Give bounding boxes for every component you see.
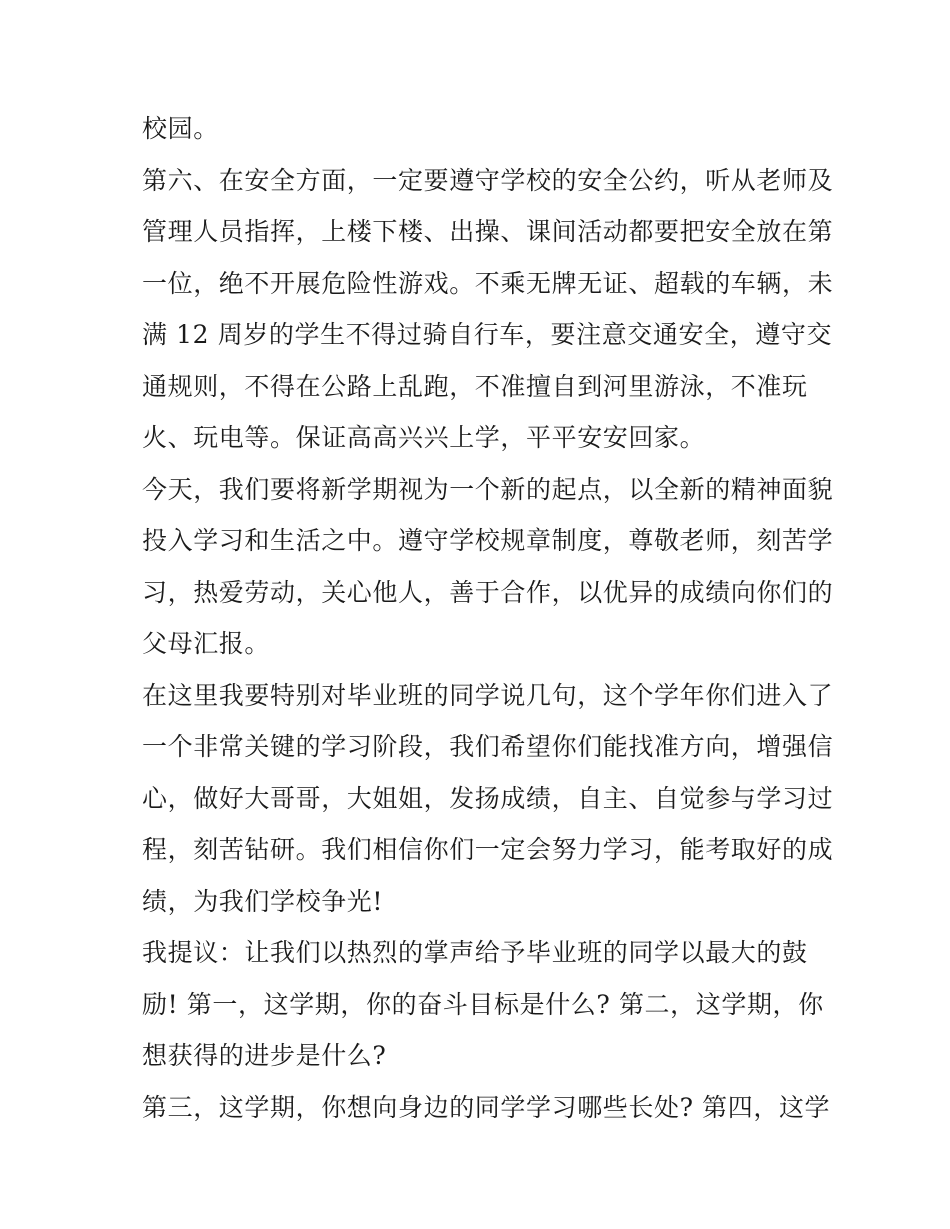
text-line: 父母汇报。 [142,629,271,658]
text-line: 一位，绝不开展危险性游戏。不乘无牌无证、超载的车辆，未 [142,268,834,298]
text-line: 通规则，不得在公路上乱跑，不准擅自到河里游泳，不准玩 [142,371,808,401]
text-line: 今天，我们要将新学期视为一个新的起点，以全新的精神面貌 [142,474,834,504]
text-line: 校园。 [142,114,219,143]
text-line: 一个非常关键的学习阶段，我们希望你们能找准方向，增强信 [142,732,834,761]
text-line: 想获得的进步是什么? [142,1041,387,1070]
text-line: 火、玩电等。保证高高兴兴上学，平平安安回家。 [142,423,706,452]
text-line: 习，热爱劳动，关心他人，善于合作，以优异的成绩向你们的 [142,577,834,607]
body-text [142,103,834,1133]
text-line: 在这里我要特别对毕业班的同学说几句，这个学年你们进入了 [142,680,834,710]
text-line: 我提议：让我们以热烈的掌声给予毕业班的同学以最大的鼓 [142,938,808,967]
text-line: 心，做好大哥哥，大姐姐，发扬成绩，自主、自觉参与学习过 [142,783,834,813]
text-line: 绩，为我们学校争光! [142,886,384,916]
text-line: 投入学习和生活之中。遵守学校规章制度，尊敬老师，刻苦学 [142,526,834,555]
text-line: 第三，这学期，你想向身边的同学学习哪些长处? 第四，这学 [142,1092,831,1122]
text-line: 管理人员指挥，上楼下楼、出操、课间活动都要把安全放在第 [142,217,834,246]
text-line: 程，刻苦钻研。我们相信你们一定会努力学习，能考取好的成 [142,835,834,864]
text-line: 满 12 周岁的学生不得过骑自行车，要注意交通安全，遵守交 [142,320,833,349]
text-line: 励! 第一，这学期，你的奋斗目标是什么? 第二，这学期，你 [142,989,824,1019]
text-line: 第六、在安全方面，一定要遵守学校的安全公约，听从老师及 [142,165,834,195]
